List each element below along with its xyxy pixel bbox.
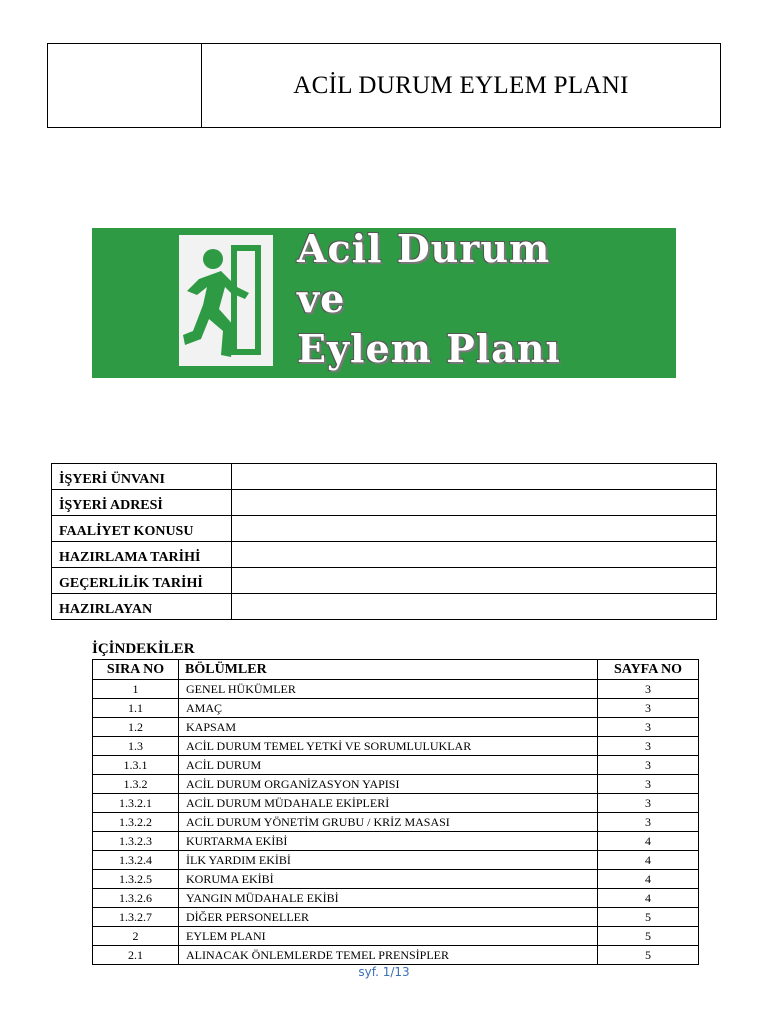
toc-row-number: 1.3.2 <box>93 775 179 794</box>
info-value <box>232 490 717 516</box>
toc-row-page: 4 <box>598 832 699 851</box>
toc-row-title: ACİL DURUM ORGANİZASYON YAPISI <box>179 775 598 794</box>
toc-row-title: İLK YARDIM EKİBİ <box>179 851 598 870</box>
toc-row-page: 3 <box>598 756 699 775</box>
toc-row-page: 5 <box>598 946 699 965</box>
info-row <box>52 490 717 516</box>
toc-row-title: ACİL DURUM YÖNETİM GRUBU / KRİZ MASASI <box>179 813 598 832</box>
info-row <box>52 464 717 490</box>
table-of-contents <box>92 659 699 965</box>
info-label: GEÇERLİLİK TARİHİ <box>52 568 232 594</box>
toc-row <box>93 870 699 889</box>
toc-row-number: 1.3 <box>93 737 179 756</box>
toc-row-title: YANGIN MÜDAHALE EKİBİ <box>179 889 598 908</box>
toc-row <box>93 908 699 927</box>
header-logo-cell <box>48 44 202 127</box>
workplace-info-table <box>51 463 717 620</box>
toc-row-title: ACİL DURUM MÜDAHALE EKİPLERİ <box>179 794 598 813</box>
toc-row-page: 3 <box>598 699 699 718</box>
toc-row <box>93 699 699 718</box>
toc-row-number: 1.3.2.2 <box>93 813 179 832</box>
toc-header-page: SAYFA NO <box>598 660 699 680</box>
toc-row-number: 1.3.2.6 <box>93 889 179 908</box>
toc-row-page: 3 <box>598 775 699 794</box>
toc-row-title: KAPSAM <box>179 718 598 737</box>
toc-row-number: 2 <box>93 927 179 946</box>
toc-header-sections: BÖLÜMLER <box>179 660 598 680</box>
banner-title <box>297 228 667 378</box>
toc-row-number: 1.2 <box>93 718 179 737</box>
toc-row-page: 3 <box>598 718 699 737</box>
info-value <box>232 516 717 542</box>
info-label: FAALİYET KONUSU <box>52 516 232 542</box>
toc-row <box>93 737 699 756</box>
toc-row-title: KURTARMA EKİBİ <box>179 832 598 851</box>
info-label: İŞYERİ ADRESİ <box>52 490 232 516</box>
toc-row-title: ACİL DURUM TEMEL YETKİ VE SORUMLULUKLAR <box>179 737 598 756</box>
toc-header-no: SIRA NO <box>93 660 179 680</box>
toc-row <box>93 813 699 832</box>
toc-row-page: 3 <box>598 737 699 756</box>
toc-row-number: 1.3.2.3 <box>93 832 179 851</box>
emergency-plan-banner <box>92 228 676 378</box>
toc-row <box>93 889 699 908</box>
toc-row-title: KORUMA EKİBİ <box>179 870 598 889</box>
toc-row-number: 1 <box>93 680 179 699</box>
toc-row-number: 2.1 <box>93 946 179 965</box>
toc-row-title: ALINACAK ÖNLEMLERDE TEMEL PRENSİPLER <box>179 946 598 965</box>
toc-row <box>93 851 699 870</box>
toc-row-page: 5 <box>598 908 699 927</box>
toc-row <box>93 794 699 813</box>
toc-row <box>93 775 699 794</box>
toc-row-page: 3 <box>598 680 699 699</box>
toc-row-title: EYLEM PLANI <box>179 927 598 946</box>
toc-row-page: 4 <box>598 889 699 908</box>
emergency-exit-running-man-icon <box>179 235 273 366</box>
toc-row-number: 1.3.2.1 <box>93 794 179 813</box>
toc-row <box>93 927 699 946</box>
toc-row-page: 4 <box>598 870 699 889</box>
toc-heading: İÇİNDEKİLER <box>92 641 195 657</box>
toc-row-title: AMAÇ <box>179 699 598 718</box>
info-label: HAZIRLAMA TARİHİ <box>52 542 232 568</box>
toc-row-title: DİĞER PERSONELLER <box>179 908 598 927</box>
toc-row-page: 4 <box>598 851 699 870</box>
document-header <box>47 43 721 128</box>
toc-row <box>93 718 699 737</box>
toc-row-number: 1.3.2.7 <box>93 908 179 927</box>
toc-row-number: 1.3.1 <box>93 756 179 775</box>
banner-line-2: ve <box>297 276 346 321</box>
header-title-cell <box>202 44 720 127</box>
toc-row <box>93 946 699 965</box>
info-row <box>52 542 717 568</box>
banner-line-1: Acil Durum <box>297 226 551 271</box>
info-row <box>52 568 717 594</box>
info-row <box>52 594 717 620</box>
info-value <box>232 594 717 620</box>
toc-row-title: ACİL DURUM <box>179 756 598 775</box>
toc-row <box>93 756 699 775</box>
toc-row-page: 3 <box>598 794 699 813</box>
toc-row <box>93 680 699 699</box>
toc-row <box>93 832 699 851</box>
toc-row-title: GENEL HÜKÜMLER <box>179 680 598 699</box>
info-row <box>52 516 717 542</box>
info-label: İŞYERİ ÜNVANI <box>52 464 232 490</box>
toc-row-page: 3 <box>598 813 699 832</box>
toc-row-number: 1.3.2.5 <box>93 870 179 889</box>
info-value <box>232 568 717 594</box>
info-label: HAZIRLAYAN <box>52 594 232 620</box>
page-number: syf. 1/13 <box>358 965 410 979</box>
toc-row-page: 5 <box>598 927 699 946</box>
info-value <box>232 542 717 568</box>
toc-row-number: 1.3.2.4 <box>93 851 179 870</box>
toc-row-number: 1.1 <box>93 699 179 718</box>
banner-line-3: Eylem Planı <box>297 326 561 371</box>
document-title: ACİL DURUM EYLEM PLANI <box>293 71 629 99</box>
info-value <box>232 464 717 490</box>
toc-header-row <box>93 660 699 680</box>
